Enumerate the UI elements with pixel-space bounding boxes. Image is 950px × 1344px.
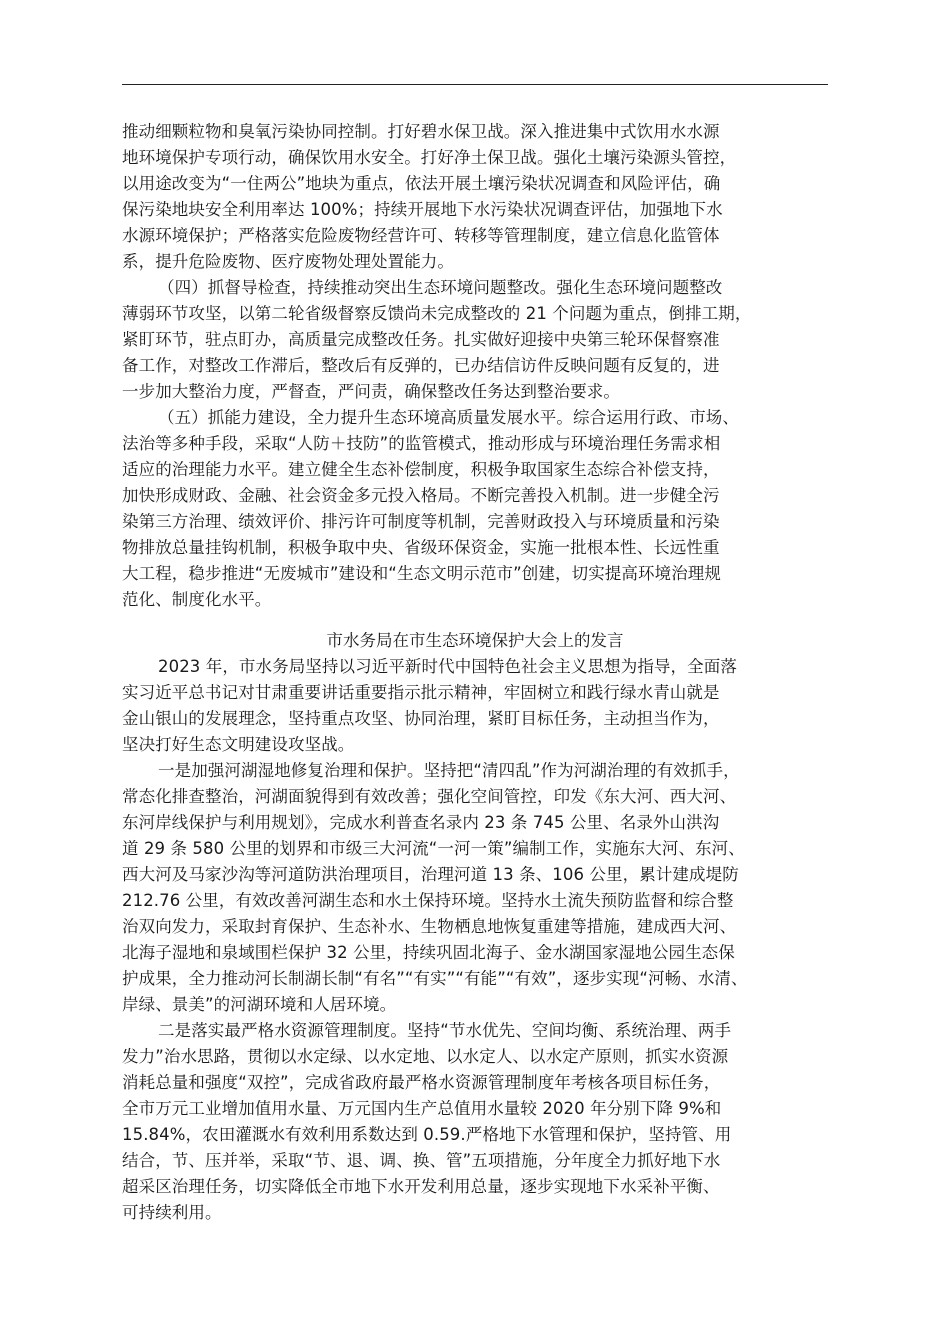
text-line: 护成果，全力推动河长制湖长制“有名”“有实”“有能”“有效”，逐步实现“河畅、水清、 xyxy=(122,969,748,988)
text-line: 范化、制度化水平。 xyxy=(122,590,272,609)
text-line: 212.76 公里，有效改善河湖生态和水土保持环境。坚持水土流失预防监督和综合整 xyxy=(122,891,734,910)
text-line: 一步加大整治力度，严督查，严问责，确保整改任务达到整治要求。 xyxy=(122,382,620,401)
text-line: 结合，节、压并举，采取“节、退、调、换、管”五项措施，分年度全力抓好地下水 xyxy=(122,1151,721,1170)
text-line: 实习近平总书记对甘肃重要讲话重要指示批示精神，牢固树立和践行绿水青山就是 xyxy=(122,683,720,702)
text-line: 保污染地块安全利用率达 100%；持续开展地下水污染状况调查评估，加强地下水 xyxy=(122,200,723,219)
text-line: 以用途改变为“一住两公”地块为重点，依法开展土壤污染状况调查和风险评估，确 xyxy=(122,174,721,193)
text-line: 道 29 条 580 公里的划界和市级三大河流“一河一策”编制工作，实施东大河、东河、 xyxy=(122,839,745,858)
paragraph-start: 2023 年，市水务局坚持以习近平新时代中国特色社会主义思想为指导，全面落 xyxy=(158,657,737,676)
paragraph-heading: （五）抓能力建设，全力提升生态环境高质量发展水平。综合运用行政、市场、 xyxy=(158,408,739,427)
text-line: 消耗总量和强度“双控”，完成省政府最严格水资源管理制度年考核各项目标任务， xyxy=(122,1073,721,1092)
text-line: 常态化排查整治，河湖面貌得到有效改善；强化空间管控，印发《东大河、西大河、 xyxy=(122,787,737,806)
text-line: 推动细颗粒物和臭氧污染协同控制。打好碧水保卫战。深入推进集中式饮用水水源 xyxy=(122,122,720,141)
text-line: 地环境保护专项行动，确保饮用水安全。打好净土保卫战。强化土壤污染源头管控， xyxy=(122,148,737,167)
text-line: 大工程，稳步推进“无废城市”建设和“生态文明示范市”创建，切实提高环境治理规 xyxy=(122,564,721,583)
text-line: 15.84%，农田灌溉水有效利用系数达到 0.59.严格地下水管理和保护，坚持管、用 xyxy=(122,1125,732,1144)
text-line: 染第三方治理、绩效评价、排污许可制度等机制，完善财政投入与环境质量和污染 xyxy=(122,512,720,531)
text-line: 岸绿、景美”的河湖环境和人居环境。 xyxy=(122,995,397,1014)
text-line: 加快形成财政、金融、社会资金多元投入格局。不断完善投入机制。进一步健全污 xyxy=(122,486,720,505)
text-line: 法治等多种手段，采取“人防＋技防”的监管模式，推动形成与环境治理任务需求相 xyxy=(122,434,721,453)
text-line: 备工作，对整改工作滞后，整改后有反弹的，已办结信访件反映问题有反复的，进 xyxy=(122,356,720,375)
text-line: 系，提升危险废物、医疗废物处理处置能力。 xyxy=(122,252,454,271)
text-line: 薄弱环节攻坚，以第二轮省级督察反馈尚未完成整改的 21 个问题为重点，倒排工期， xyxy=(122,304,752,323)
text-line: 物排放总量挂钩机制，积极争取中央、省级环保资金，实施一批根本性、长远性重 xyxy=(122,538,720,557)
text-line: 北海子湿地和泉域围栏保护 32 公里，持续巩固北海子、金水湖国家湿地公园生态保 xyxy=(122,943,735,962)
paragraph-heading: （四）抓督导检查，持续推动突出生态环境问题整改。强化生态环境问题整改 xyxy=(158,278,723,297)
text-line: 全市万元工业增加值用水量、万元国内生产总值用水量较 2020 年分别下降 9%和 xyxy=(122,1099,722,1118)
text-line: 紧盯环节，驻点盯办，高质量完成整改任务。扎实做好迎接中央第三轮环保督察准 xyxy=(122,330,720,349)
text-line: 适应的治理能力水平。建立健全生态补偿制度，积极争取国家生态综合补偿支持， xyxy=(122,460,720,479)
text-line: 水源环境保护；严格落实危险废物经营许可、转移等管理制度，建立信息化监管体 xyxy=(122,226,720,245)
paragraph-start: 一是加强河湖湿地修复治理和保护。坚持把“清四乱”作为河湖治理的有效抓手， xyxy=(158,761,740,780)
header-rule xyxy=(122,84,828,85)
text-line: 金山银山的发展理念，坚持重点攻坚、协同治理，紧盯目标任务，主动担当作为， xyxy=(122,709,720,728)
text-line: 东河岸线保护与利用规划》，完成水利普查名录内 23 条 745 公里、名录外山洪沟 xyxy=(122,813,720,832)
speech-title: 市水务局在市生态环境保护大会上的发言 xyxy=(326,631,624,650)
text-line: 可持续利用。 xyxy=(122,1203,222,1222)
text-line: 治双向发力，采取封育保护、生态补水、生物栖息地恢复重建等措施，建成西大河、 xyxy=(122,917,737,936)
paragraph-start: 二是落实最严格水资源管理制度。坚持“节水优先、空间均衡、系统治理、两手 xyxy=(158,1021,732,1040)
text-line: 坚决打好生态文明建设攻坚战。 xyxy=(122,735,355,754)
text-line: 发力”治水思路，贯彻以水定绿、以水定地、以水定人、以水定产原则，抓实水资源 xyxy=(122,1047,729,1066)
text-line: 西大河及马家沙沟等河道防洪治理项目，治理河道 13 条、106 公里，累计建成堤防 xyxy=(122,865,739,884)
text-line: 超采区治理任务，切实降低全市地下水开发利用总量，逐步实现地下水采补平衡、 xyxy=(122,1177,720,1196)
